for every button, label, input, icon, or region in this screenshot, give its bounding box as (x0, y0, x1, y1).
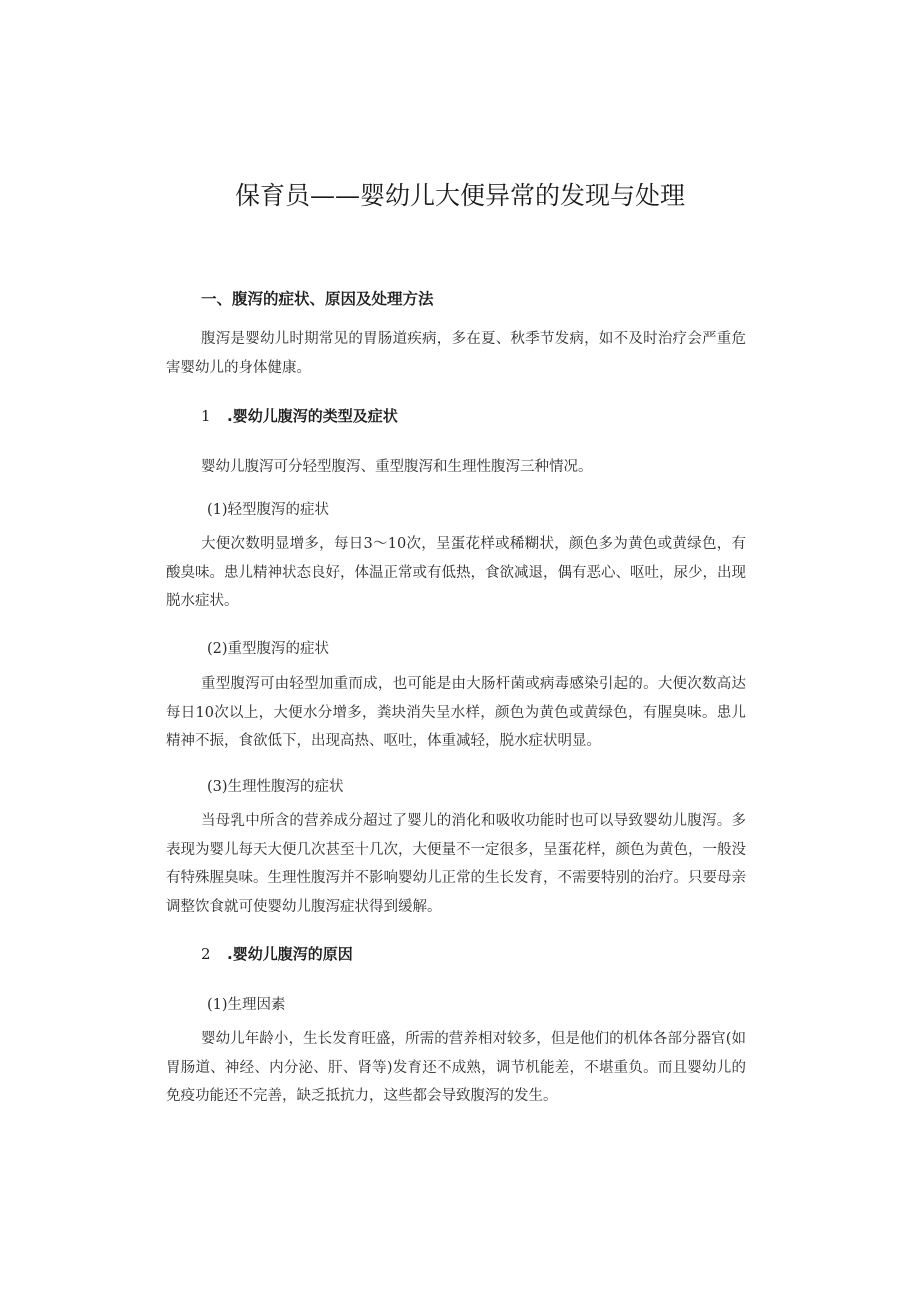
item-label-physiological: (3)生理性腹泻的症状 (207, 779, 344, 795)
types-intro-paragraph: 婴幼儿腹泻可分轻型腹泻、重型腹泻和生理性腹泻三种情况。 (201, 459, 593, 475)
section-heading-diarrhea: 一、腹泻的症状、原因及处理方法 (201, 290, 434, 308)
subsection-title: .婴幼儿腹泻的类型及症状 (227, 407, 398, 425)
subsection-heading-causes (201, 943, 353, 964)
document-title: 保育员——婴幼儿大便异常的发现与处理 (234, 181, 685, 210)
item-paragraph-physiological-factors: 婴幼儿年龄小，生长发育旺盛，所需的营养相对较多，但是他们的机体各部分器官(如胃肠道、神经、内分泌、肝、肾等)发育还不成熟，调节机能差，不堪重负。而且婴幼儿的免疫功能还不完善，缺乏抵抗力，这些都会导致腹泻的发生。 (166, 1031, 746, 1104)
item-paragraph-physiological: 当母乳中所含的营养成分超过了婴儿的消化和吸收功能时也可以导致婴幼儿腹泻。多表现为婴儿每天大便几次甚至十几次，大便量不一定很多，呈蛋花样，颜色为黄色，一般没有特殊腥臭味。生理性腹泻并不影响婴幼儿正常的生长发育，不需要特别的治疗。只要母亲调整饮食就可使婴幼儿腹泻症状得到缓解。 (166, 813, 746, 915)
subsection-title: .婴幼儿腹泻的原因 (227, 945, 353, 963)
subsection-heading-types (201, 405, 398, 426)
subsection-number: 1 (201, 407, 211, 425)
item-paragraph-severe: 重型腹泻可由轻型加重而成，也可能是由大肠杆菌或病毒感染引起的。大便次数高达每日10次以上，大便水分增多，粪块消失呈水样，颜色为黄色或黄绿色，有腥臭味。患儿精神不振，食欲低下，出现高热、呕吐，体重减轻，脱水症状明显。 (166, 676, 746, 749)
item-label-mild: (1)轻型腹泻的症状 (207, 502, 330, 518)
subsection-number: 2 (201, 945, 211, 963)
item-paragraph-mild: 大便次数明显增多，每日3～10次，呈蛋花样或稀糊状，颜色多为黄色或黄绿色，有酸臭味。患儿精神状态良好，体温正常或有低热，食欲减退，偶有恶心、呕吐，尿少，出现脱水症状。 (166, 536, 746, 609)
item-label-physiological-factors: (1)生理因素 (207, 997, 286, 1013)
item-label-severe: (2)重型腹泻的症状 (207, 641, 330, 657)
section-intro-paragraph: 腹泻是婴幼儿时期常见的胃肠道疾病，多在夏、秋季节发病，如不及时治疗会严重危害婴幼儿的身体健康。 (166, 331, 746, 376)
